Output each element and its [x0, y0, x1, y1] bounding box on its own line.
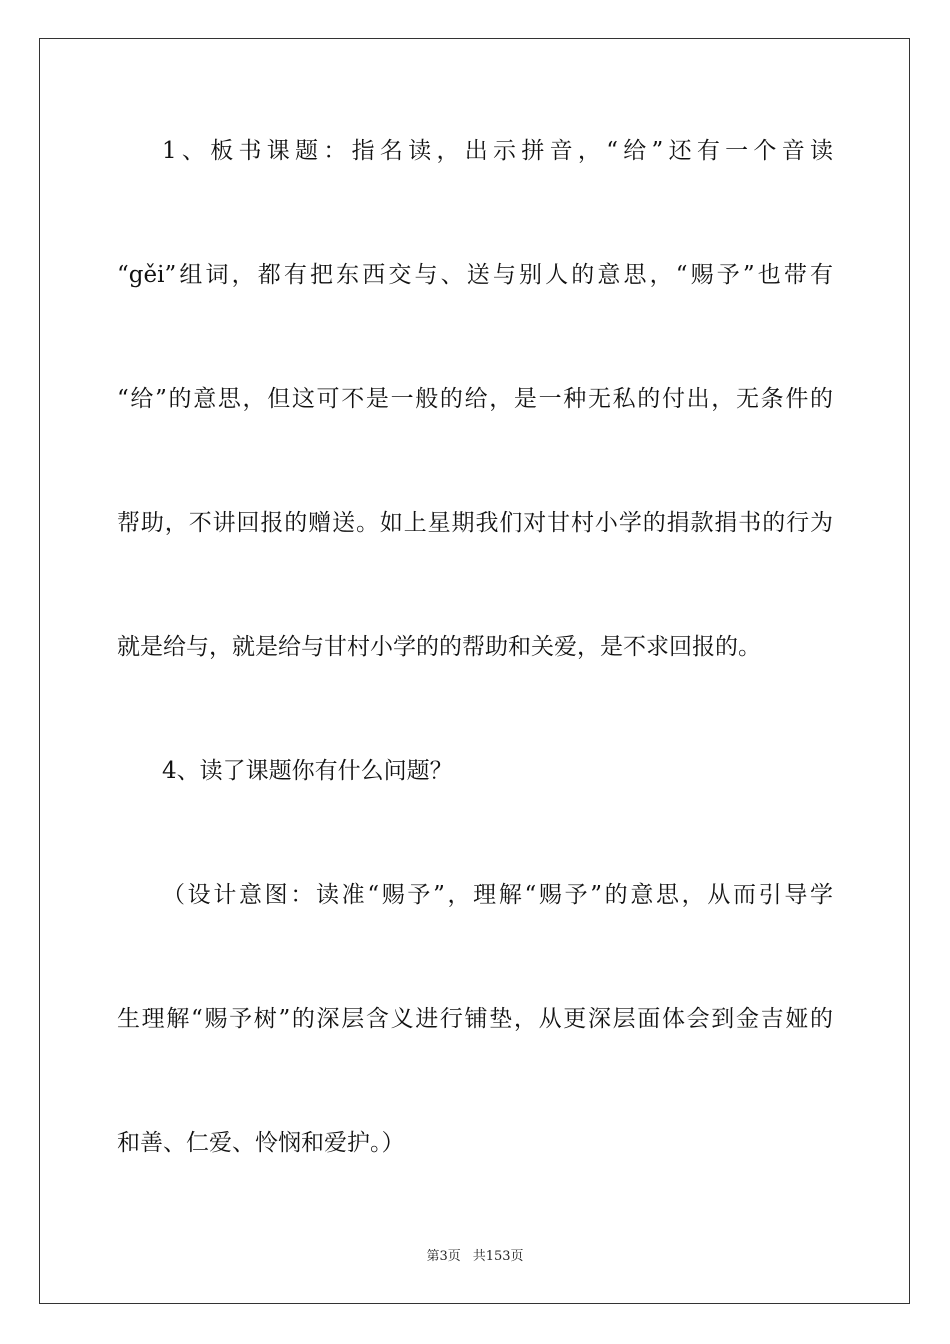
paragraph-line: 生理解“赐予树”的深层含义进行铺垫，从更深层面体会到金吉娅的 [117, 1006, 833, 1032]
paragraph-line: “给”的意思，但这可不是一般的给，是一种无私的付出，无条件的 [117, 386, 833, 412]
paragraph-line: （设计意图：读准“赐予”，理解“赐予”的意思，从而引导学 [162, 882, 833, 908]
paragraph-line: 就是给与，就是给与甘村小学的的帮助和关爱，是不求回报的。 [117, 634, 761, 660]
page-border [39, 38, 910, 1304]
page-footer [0, 1248, 950, 1266]
page-total: 共153页 [472, 1249, 524, 1264]
paragraph-line: 1、板书课题：指名读，出示拼音，“给”还有一个音读 [162, 138, 833, 164]
paragraph-line: 帮助，不讲回报的赠送。如上星期我们对甘村小学的捐款捐书的行为 [117, 510, 833, 536]
page-number: 第3页 [426, 1249, 461, 1264]
paragraph-line: 4、读了课题你有什么问题？ [162, 758, 453, 784]
paragraph-line: 和善、仁爱、怜悯和爱护。） [117, 1130, 405, 1156]
paragraph-line: “gěi”组词，都有把东西交与、送与别人的意思，“赐予”也带有 [117, 262, 833, 288]
